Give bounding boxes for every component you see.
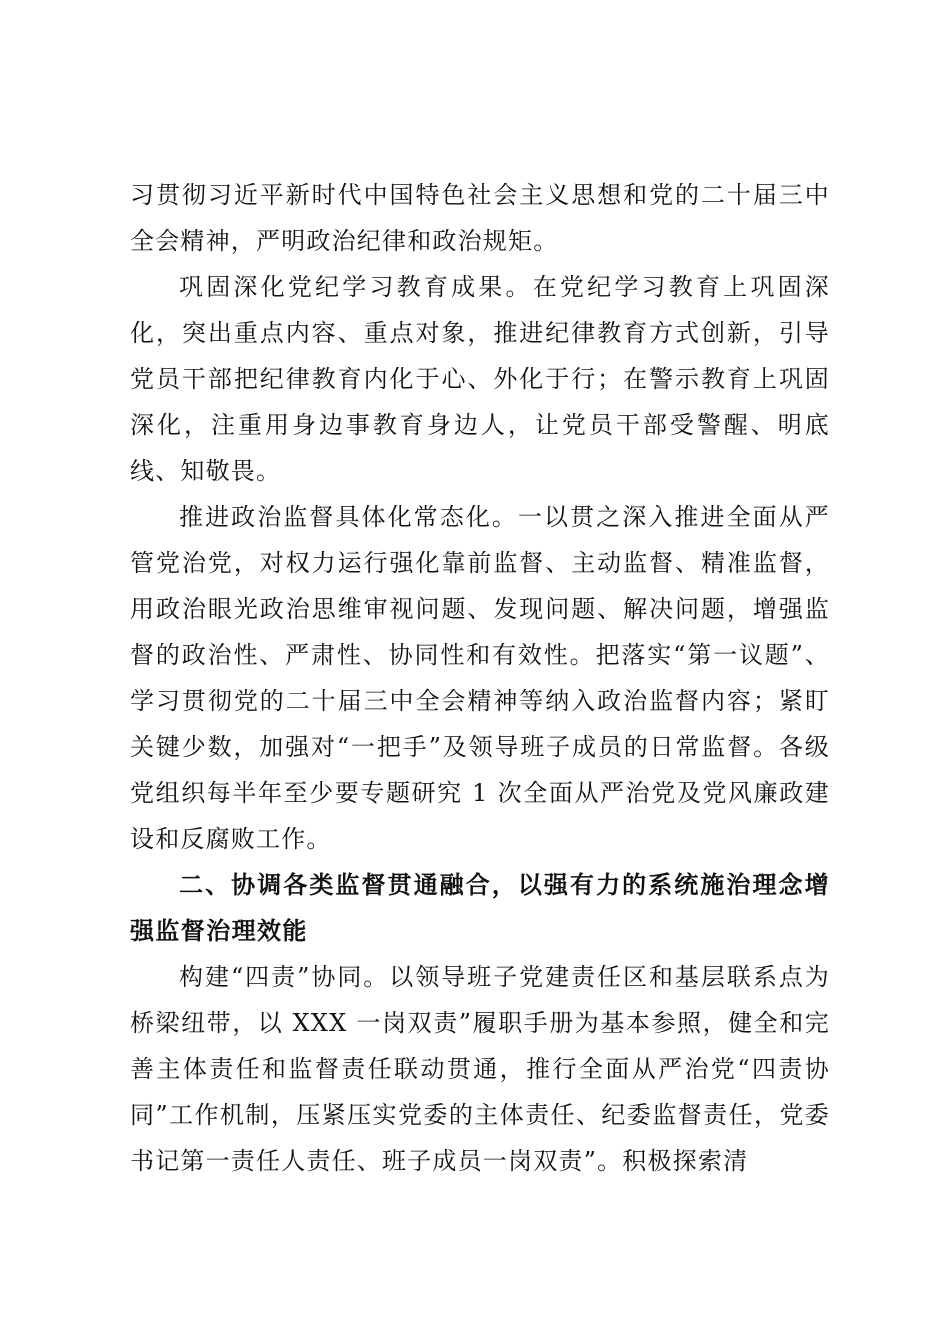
paragraph-continuation: 习贯彻习近平新时代中国特色社会主义思想和党的二十届三中全会精神，严明政治纪律和政治规矩。 (130, 181, 830, 255)
paragraph-four-responsibilities: 构建“四责”协同。以领导班子党建责任区和基层联系点为桥梁纽带，以 XXX 一岗双责”履职手册为基本参照，健全和完善主体责任和监督责任联动贯通，推行全面从严治党“四责协同”工作机制，压紧压实党委的主体责任、纪委监督责任，党委书记第一责任人责任、班子成员一岗双责”。积极探索清 (130, 963, 830, 1175)
paragraph-consolidate-discipline-education: 巩固深化党纪学习教育成果。在党纪学习教育上巩固深化，突出重点内容、重点对象，推进纪律教育方式创新，引导党员干部把纪律教育内化于心、外化于行；在警示教育上巩固深化，注重用身边事教育身边人，让党员干部受警醒、明底线、知敬畏。 (130, 273, 830, 485)
document-body (130, 172, 830, 1184)
paragraph-political-supervision: 推进政治监督具体化常态化。一以贯之深入推进全面从严管党治党，对权力运行强化靠前监督、主动监督、精准监督，用政治眼光政治思维审视问题、发现问题、解决问题，增强监督的政治性、严肃性、协同性和有效性。把落实“第一议题”、学习贯彻党的二十届三中全会精神等纳入政治监督内容；紧盯关键少数，加强对“一把手”及领导班子成员的日常监督。各级党组织每半年至少要专题研究 1 次全面从严治党及党风廉政建设和反腐败工作。 (130, 503, 830, 853)
section-heading-2: 二、协调各类监督贯通融合，以强有力的系统施治理念增强监督治理效能 (130, 871, 830, 945)
